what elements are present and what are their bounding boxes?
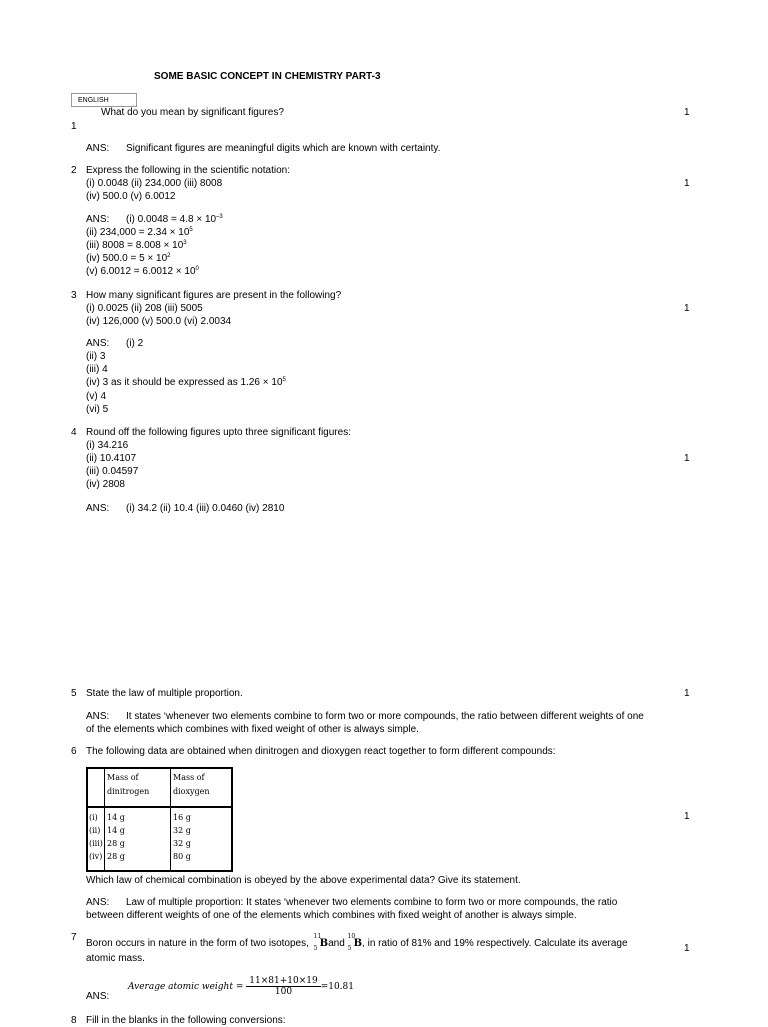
q7-question-line2: atomic mass. — [86, 953, 145, 964]
table-row — [88, 850, 231, 863]
q5-answer-line2: of the elements which combines with fixed weight of other is always simple. — [86, 724, 419, 735]
row-label: (ii) — [89, 826, 101, 835]
q7-question-pre: Boron occurs in nature in the form of two isotopes, — [86, 938, 309, 949]
dinitrogen-mass: 14 g — [107, 826, 125, 835]
formula-result: =10.81 — [320, 982, 355, 992]
q3-line1: (i) 0.0025 (ii) 208 (iii) 5005 — [86, 303, 203, 314]
q3-line2: (iv) 126,000 (v) 500.0 (vi) 2.0034 — [86, 316, 232, 327]
formula-fraction — [246, 976, 320, 997]
q6-answer-line2: between different weights of one of the elements which combines with fixed weight of another is always simple. — [86, 910, 577, 921]
row-label: (i) — [89, 813, 98, 822]
q4-item-3: (iii) 0.04597 — [86, 466, 139, 477]
q8-number: 8 — [71, 1015, 77, 1026]
row-label: (iv) — [89, 852, 103, 861]
q7-question-line1 — [86, 933, 628, 952]
q1-marks: 1 — [684, 107, 690, 118]
q1-answer-label: ANS: — [86, 143, 110, 154]
q6-question: The following data are obtained when dinitrogen and dioxygen react together to form different compounds: — [86, 746, 556, 757]
q2-answer-5: (v) $6.0012 = 6.0012 \times 10^0$ — [86, 266, 199, 277]
q6-number: 6 — [71, 746, 77, 757]
q2-number: 2 — [71, 165, 77, 176]
isotope-b11: 11 5 B — [313, 933, 329, 952]
mass-table — [86, 767, 233, 872]
q4-answer-label: ANS: — [86, 503, 110, 514]
q2-line1: (i) 0.0048 (ii) 234,000 (iii) 8008 — [86, 178, 223, 189]
q1-answer: Significant figures are meaningful digits which are known with certainty. — [126, 143, 441, 154]
q7-and: and — [328, 938, 345, 949]
q7-formula — [128, 976, 354, 997]
q4-question: Round off the following figures upto three significant figures: — [86, 427, 351, 438]
q2-answer-label: ANS: — [86, 214, 110, 225]
dinitrogen-mass: 14 g — [107, 813, 125, 822]
table-header-dioxygen: Mass of dioxygen — [173, 773, 210, 796]
isotope-b10: 10 5 B — [347, 933, 363, 952]
q3-answer-2: (ii) 3 — [86, 351, 106, 362]
q7-question-post: , in ratio of 81% and 19% respectively. Calculate its average — [362, 938, 628, 949]
formula-denominator: 100 — [274, 987, 293, 997]
page-title: SOME BASIC CONCEPT IN CHEMISTRY PART-3 — [154, 71, 381, 82]
q4-item-4: (iv) 2808 — [86, 479, 125, 490]
language-selector[interactable]: ENGLISH — [71, 93, 137, 107]
q8-question: Fill in the blanks in the following conversions: — [86, 1015, 286, 1026]
q3-answer-1: (i) 2 — [126, 338, 144, 349]
q3-number: 3 — [71, 290, 77, 301]
q7-number: 7 — [71, 932, 77, 943]
q3-answer-5: (v) 4 — [86, 391, 106, 402]
q5-marks: 1 — [684, 688, 690, 699]
formula-numerator: 11×81+10×19 — [246, 976, 320, 987]
q1-number: 1 — [71, 121, 77, 132]
q2-answer-3: (iii) $8008 = 8.008 \times 10^3$ — [86, 240, 187, 251]
q6-followup: Which law of chemical combination is obeyed by the above experimental data? Give its statement. — [86, 875, 521, 886]
dioxygen-mass: 16 g — [173, 813, 191, 822]
q4-item-1: (i) 34.216 — [86, 440, 129, 451]
q2-answer-4: (iv) $500.0 = 5 \times 10^2$ — [86, 253, 171, 264]
table-body — [88, 811, 231, 863]
q4-number: 4 — [71, 427, 77, 438]
q3-question: How many significant figures are present in the following? — [86, 290, 342, 301]
q4-marks: 1 — [684, 453, 690, 464]
dinitrogen-mass: 28 g — [107, 852, 125, 861]
table-header-rule — [88, 806, 231, 808]
q6-answer-line1: Law of multiple proportion: It states ‘whenever two elements combine to form two or more compounds, the ratio — [126, 897, 618, 908]
q3-answer-3: (iii) 4 — [86, 364, 108, 375]
q6-marks: 1 — [684, 811, 690, 822]
formula-label: Average atomic weight — [128, 982, 233, 992]
table-row — [88, 824, 231, 837]
q5-question: State the law of multiple proportion. — [86, 688, 243, 699]
q5-answer-line1: It states ‘whenever two elements combine to form two or more compounds, the ratio between different weights of one — [126, 711, 644, 722]
q2-marks: 1 — [684, 178, 690, 189]
q2-line2: (iv) 500.0 (v) 6.0012 — [86, 191, 176, 202]
q3-answer-4: (iv) 3 as it should be expressed as $1.26 \times 10^5$ — [86, 377, 286, 388]
q3-marks: 1 — [684, 303, 690, 314]
q2-answer-2: (ii) $234,000 = 2.34 \times 10^5$ — [86, 227, 193, 238]
dioxygen-mass: 32 g — [173, 839, 191, 848]
q5-answer-label: ANS: — [86, 711, 110, 722]
q4-item-2: (ii) 10.4107 — [86, 453, 137, 464]
table-header-dinitrogen: Mass of dinitrogen — [107, 773, 150, 796]
q7-marks: 1 — [684, 943, 690, 954]
dioxygen-mass: 80 g — [173, 852, 191, 861]
dinitrogen-mass: 28 g — [107, 839, 125, 848]
q1-question: What do you mean by significant figures? — [101, 107, 284, 118]
q2-question: Express the following in the scientific notation: — [86, 165, 290, 176]
table-row — [88, 811, 231, 824]
q6-answer-label: ANS: — [86, 897, 110, 908]
formula-equals: = — [235, 982, 244, 992]
q3-answer-6: (vi) 5 — [86, 404, 109, 415]
q3-answer-label: ANS: — [86, 338, 110, 349]
dioxygen-mass: 32 g — [173, 826, 191, 835]
table-row — [88, 837, 231, 850]
q7-answer-label: ANS: — [86, 991, 110, 1002]
q4-answer: (i) 34.2 (ii) 10.4 (iii) 0.0460 (iv) 2810 — [126, 503, 285, 514]
row-label: (iii) — [89, 839, 103, 848]
q2-answer-1: (i) $0.0048 = 4.8 \times 10^{-3}$ — [126, 214, 223, 225]
q5-number: 5 — [71, 688, 77, 699]
